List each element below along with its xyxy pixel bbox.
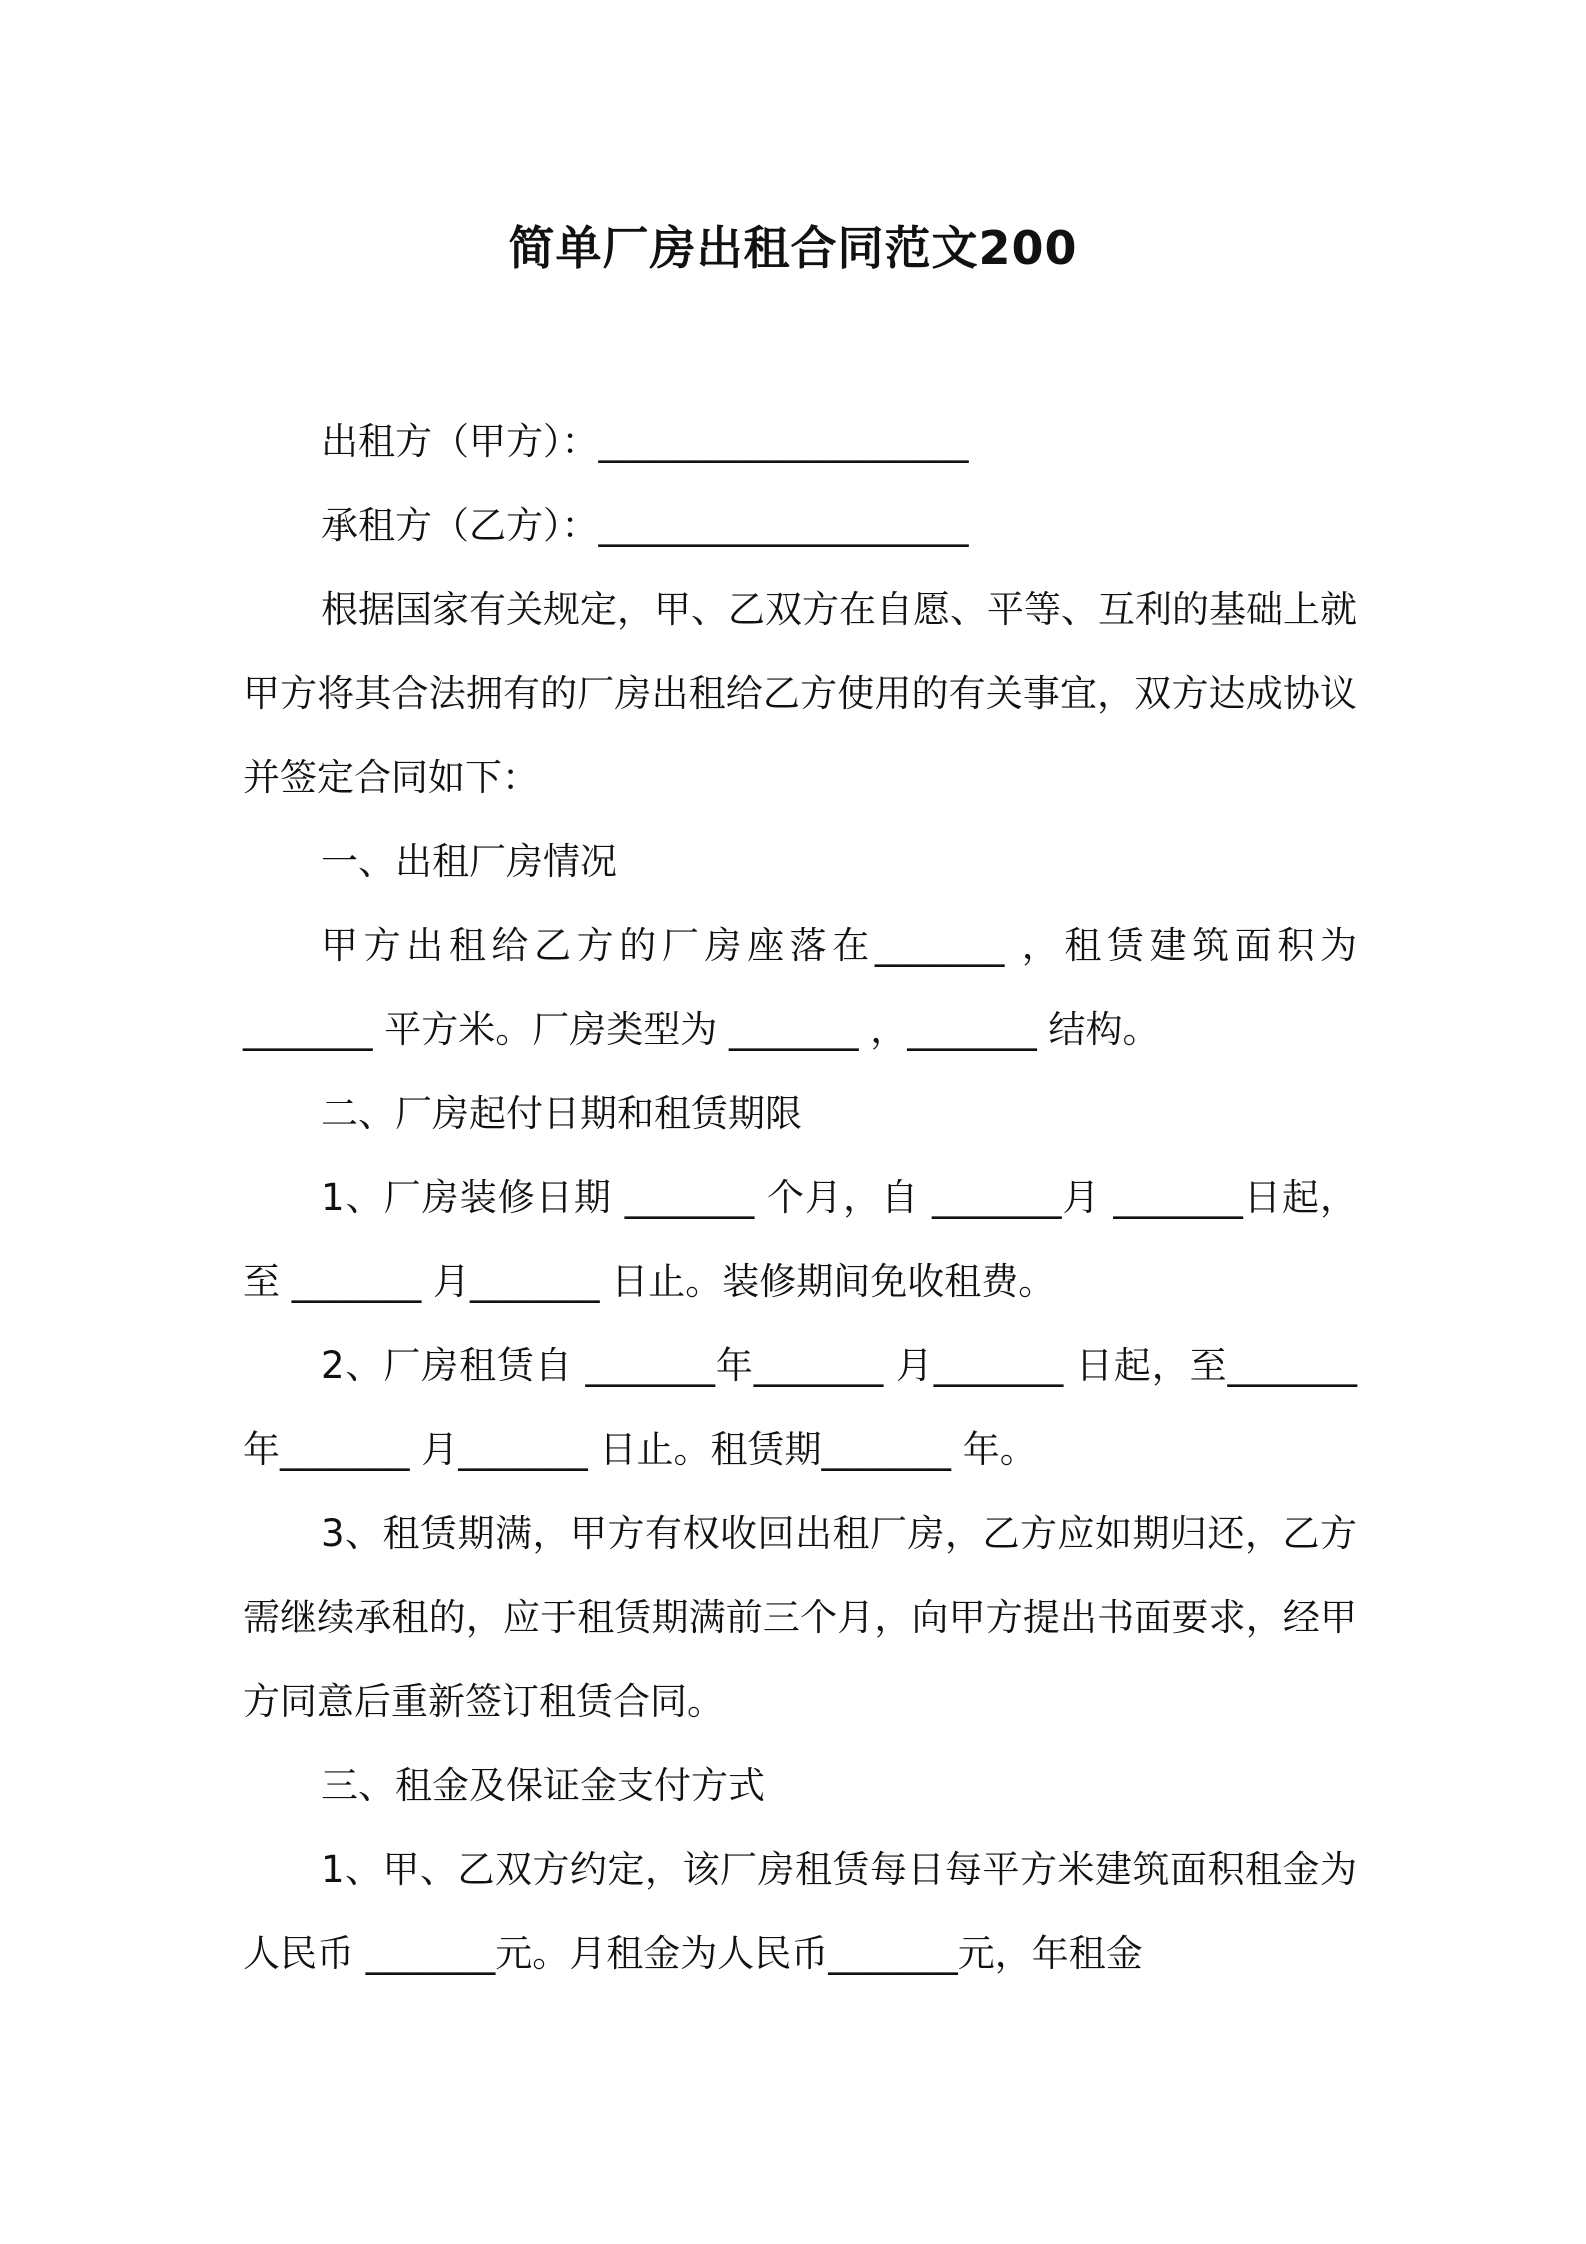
preamble-paragraph: 根据国家有关规定，甲、乙双方在自愿、平等、互利的基础上就甲方将其合法拥有的厂房出租给乙方使用的有关事宜，双方达成协议并签定合同如下： [243,588,1357,799]
renovation-period-paragraph: 1、厂房装修日期 _______ 个月，自 _______月 _______日起，至 _______ 月_______ 日止。装修期间免收租费。 [243,1176,1357,1303]
document-title: 简单厂房出租合同范文200 [508,221,1078,275]
lease-term-paragraph: 2、厂房租赁自 _______年_______ 月_______ 日起，至_______ 年_______ 月_______ 日止。租赁期_______ 年。 [243,1344,1357,1471]
section-heading-1: 一、出租厂房情况 [321,840,617,883]
contract-body [243,400,1357,1996]
section-heading-3: 三、租金及保证金支付方式 [321,1764,765,1807]
rent-amount-paragraph: 1、甲、乙双方约定，该厂房租赁每日每平方米建筑面积租金为人民币 _______元。月租金为人民币_______元，年租金 [243,1848,1357,1975]
section-heading-2: 二、厂房起付日期和租赁期限 [321,1092,802,1135]
lease-expiry-paragraph: 3、租赁期满，甲方有权收回出租厂房，乙方应如期归还，乙方需继续承租的，应于租赁期满前三个月，向甲方提出书面要求，经甲方同意后重新签订租赁合同。 [243,1512,1357,1723]
lessor-line: 出租方（甲方）：____________________ [321,420,969,463]
property-details-paragraph: 甲方出租给乙方的厂房座落在_______ ，租赁建筑面积为_______ 平方米。厂房类型为 _______ ，_______ 结构。 [243,924,1357,1051]
lessee-line: 承租方（乙方）：____________________ [321,504,969,547]
